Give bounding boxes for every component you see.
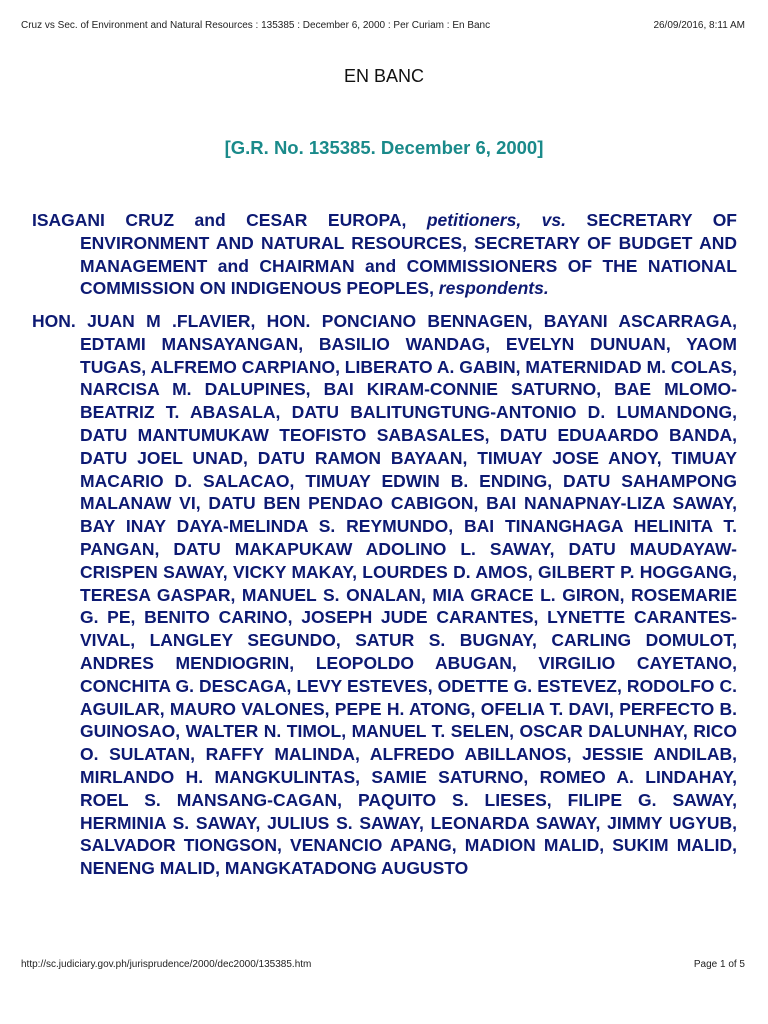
page-indicator: Page 1 of 5 [693,959,745,970]
respondent-role: respondents. [438,278,549,299]
case-number: [G.R. No. 135385. December 6, 2000] [224,137,544,158]
respondent-names: SECRETARY OF ENVIRONMENT AND NATURAL RESOURCES, SECRETARY OF BUDGET AND MANAGEMENT and CHAIRMAN and COMMISSIONERS OF THE NATIONAL COMMISSION ON INDIGENOUS PEOPLES, [80,210,737,299]
source-url: http://sc.judiciary.gov.ph/jurisprudence/2000/dec2000/135385.htm [21,959,312,970]
petitioner-names: ISAGANI CRUZ and CESAR EUROPA, [32,210,427,230]
intervenors-text: HON. JUAN M .FLAVIER, HON. PONCIANO BENNAGEN, BAYANI ASCARRAGA, EDTAMI MANSAYANGAN, BASILIO WANDAG, EVELYN DUNUAN, YAOM TUGAS, ALFREMO CARPIANO, LIBERATO A. GABIN, MATERNIDAD M. COLAS, NARCISA M. DALUPINES, BAI KIRAM-CONNIE SATURNO, BAE MLOMO-BEATRIZ T. ABASALA, DATU BALITUNGTUNG-ANTONIO D. LUMANDONG, DATU MANTUMUKAW TEOFISTO SABASALES, DATU EDUAARDO BANDA, DATU JOEL UNAD, DATU RAMON BAYAAN, TIMUAY JOSE ANOY, TIMUAY MACARIO D. SALACAO, TIMUAY EDWIN B. ENDING, DATU SAHAMPONG MALANAW VI, DATU BEN PENDAO CABIGON, BAI NANAPNAY-LIZA SAWAY, BAY INAY DAYA-MELINDA S. REYMUNDO, BAI TINANGHAGA HELINITA T. PANGAN, DATU MAKAPUKAW ADOLINO L. SAWAY, DATU MAUDAYAW-CRISPEN SAWAY, VICKY MAKAY, LOURDES D. AMOS, GILBERT P. HOGGANG, TERESA GASPAR, MANUEL S. ONALAN, MIA GRACE L. GIRON, ROSEMARIE G. PE, BENITO CARINO, JOSEPH JUDE CARANTES, LYNETTE CARANTES-VIVAL, LANGLEY SEGUNDO, SATUR S. BUGNAY, CARLING DOMULOT, ANDRES MENDIOGRIN, LEOPOLDO ABUGAN, VIRGILIO CAYETANO, CONCHITA G. DESCAGA, LEVY ESTEVES, ODETTE G. ESTEVEZ, RODOLFO C. AGUILAR, MAURO VALONES, PEPE H. ATONG, OFELIA T. DAVI, PERFECTO B. GUINOSAO, WALTER N. TIMOL, MANUEL T. SELEN, OSCAR DALUNHAY, RICO O. SULATAN, RAFFY MALINDA, ALFREDO ABILLANOS, JESSIE ANDILAB, MIRLANDO H. MANGKULINTAS, SAMIE SATURNO, ROMEO A. LINDAHAY, ROEL S. MANSANG-CAGAN, PAQUITO S. LIESES, FILIPE G. SAWAY, HERMINIA S. SAWAY, JULIUS S. SAWAY, LEONARDA SAWAY, JIMMY UGYUB, SALVADOR TIONGSON, VENANCIO APANG, MADION MALID, SUKIM MALID, NENENG MALID, MANGKATADONG AUGUSTO [32,311,737,879]
petitioners-paragraph [32,209,737,300]
intervenors-paragraph [32,310,737,880]
print-header-title: Cruz vs Sec. of Environment and Natural Resources : 135385 : December 6, 2000 : Per Curiam : En Banc [21,20,491,31]
print-footer [21,959,745,970]
print-header-datetime: 26/09/2016, 8:11 AM [653,20,745,31]
print-header [21,20,745,31]
court-heading: EN BANC [343,66,424,86]
petitioner-role: petitioners, vs. [426,210,567,230]
